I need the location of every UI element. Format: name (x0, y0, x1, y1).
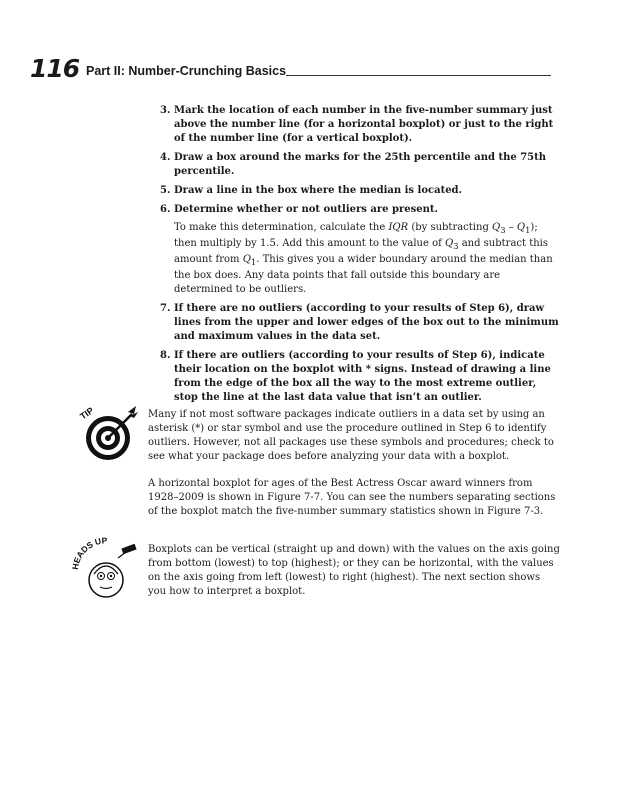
svg-text:TIP: TIP (78, 405, 96, 422)
step-text: Determine whether or not outliers are present. (174, 204, 438, 215)
iqr-term: IQR (388, 222, 409, 233)
heads-up-paragraph: Boxplots can be vertical (straight up and down) with the values on the axis going from bottom (lowest) to top (highest); or they can be horizontal, with the values on the axis going from left (lowest) to right (highest). The next section shows you how to interpret a boxplot. (148, 544, 560, 597)
step-text: Draw a line in the box where the median is located. (174, 185, 463, 196)
step-text: If there are no outliers (according to your results of Step 6), draw lines from the upper and lower edges of the box out to the minimum and maximum values in the data set. (174, 303, 559, 342)
running-head: Part II: Number-Crunching Basics (86, 64, 287, 78)
step-number: 6. (160, 204, 171, 215)
page-number: 116 (30, 54, 80, 83)
step-item (160, 184, 560, 198)
tip-target-icon (78, 402, 142, 466)
svg-text:HEADS UP: EADS UP (72, 536, 108, 565)
step-text: Mark the location of each number in the five-number summary just above the number line (for a horizontal boxplot) or just to the right of the number line (for a vertical boxplot). (174, 105, 554, 144)
step-item (160, 302, 560, 344)
step-number: 4. (160, 152, 171, 163)
step-item (160, 349, 560, 405)
step-text: If there are outliers (according to your results of Step 6), indicate their location on the boxplot with * signs. Instead of drawing a line from the edge of the box all the way to the most extreme outlier, stop the line at the last data value that isn’t an outlier. (174, 350, 551, 403)
step-detail: To make this determination, calculate the IQR (by subtracting $Q_3 - Q_1$); then multiply by 1.5. Add this amount to the value of $Q_3$ and subtract this amount from $Q_1$. This gives you a wider boundary around the median than the box does. Any data points that fall outside this boundary are determined to be outliers. (174, 222, 553, 295)
step-number: 3. (160, 105, 171, 116)
tip-paragraph: Many if not most software packages indicate outliers in a data set by using an asterisk (*) or star symbol and use the procedure outlined in Step 6 to identify outliers. However, not all packages use these symbols and procedures; check to see what your package does before analyzing your data with a boxplot. (148, 409, 554, 462)
step-number: 5. (160, 185, 171, 196)
step-item (160, 104, 560, 146)
step-number: 7. (160, 303, 171, 314)
header-rule (286, 75, 551, 76)
step-item (160, 203, 560, 297)
page-header (30, 54, 555, 84)
step-list (160, 104, 560, 410)
boxplot-paragraph: A horizontal boxplot for ages of the Best Actress Oscar award winners from 1928–2009 is shown in Figure 7-7. You can see the numbers separating sections of the boxplot match the five-number summary statistics shown in Figure 7-3. (148, 478, 556, 517)
step-text: Draw a box around the marks for the 25th percentile and the 75th percentile. (174, 152, 547, 177)
heads-up-icon (72, 536, 142, 606)
step-number: 8. (160, 350, 171, 361)
step-item (160, 151, 560, 179)
